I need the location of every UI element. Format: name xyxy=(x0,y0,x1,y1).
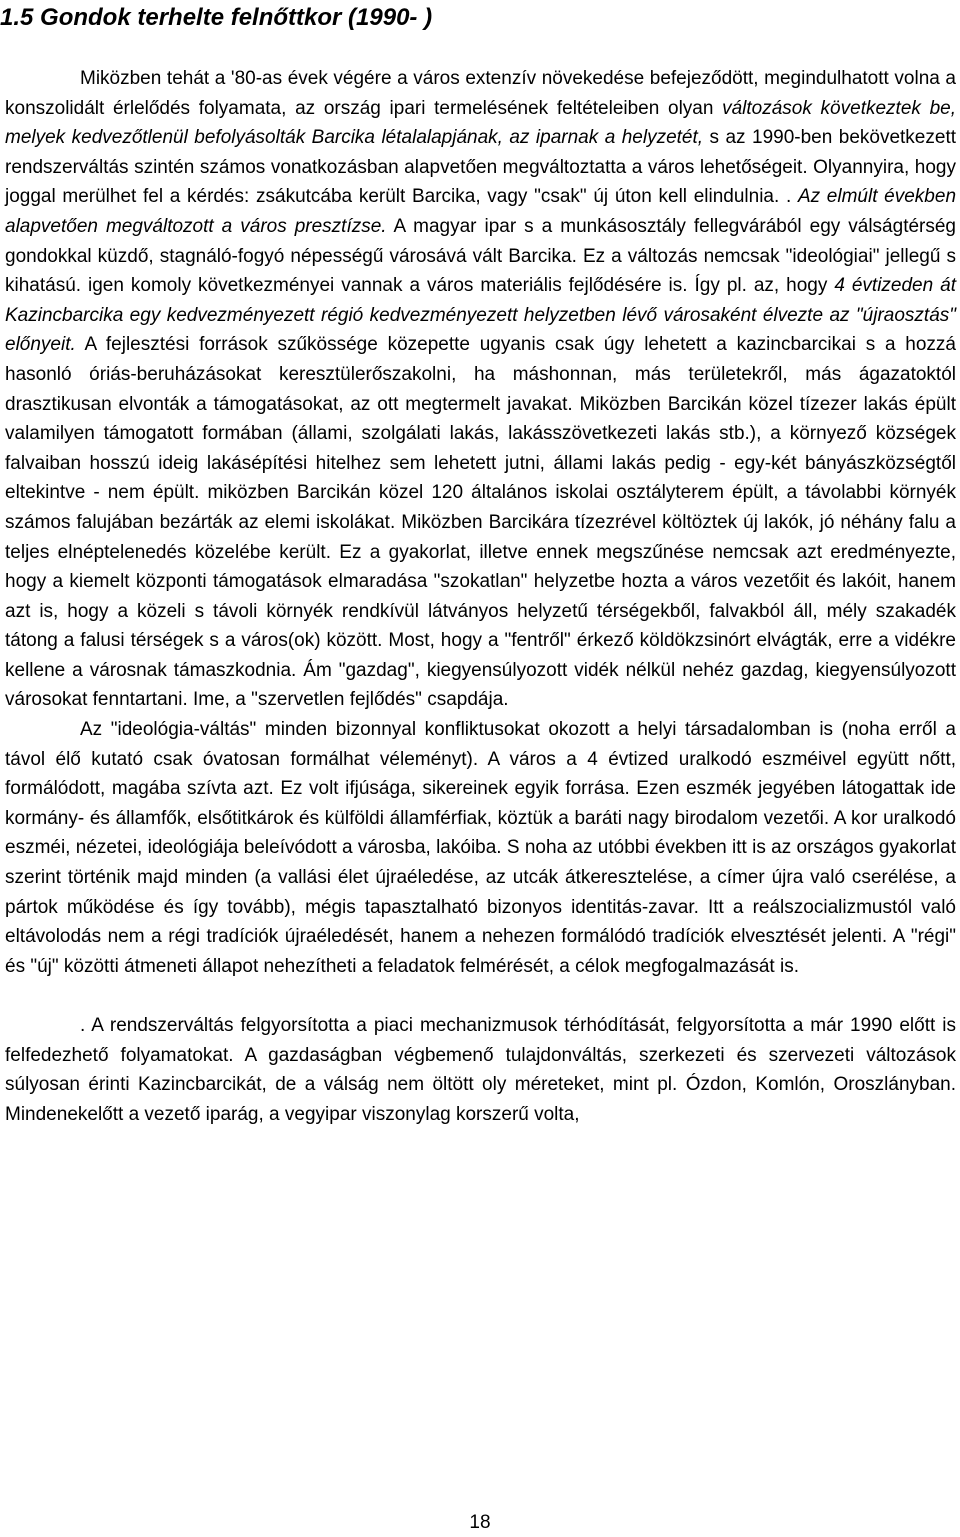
text-run: . xyxy=(785,186,798,208)
document-body xyxy=(5,64,956,1129)
italic-run: 4 évtizeden át Kazincbarcika egy kedvezményezett régió kedvezményezett helyzetben lévő városaként élvezte az "újraosztás" előnyeit. xyxy=(5,275,956,356)
paragraph-2: Az "ideológia-váltás" minden bizonnyal konfliktusokat okozott a helyi társadalomban is (noha erről a távol élő kutató csak óvatosan formálhat véleményt). A város a 4 évtized uralkodó eszméivel együtt nőtt, formálódott, magába szívta azt. Ez volt ifjúsága, sikereinek egyik forrása. Ezen eszmék jegyében látogattak ide kormány- és államfők, elsőtitkárok és külföldi államférfiak, köztük a baráti nagy birodalom vezetői. A kor uralkodó eszméi, nézetei, ideológiája beleívódott a városba, lakóiba. S noha az utóbbi években itt is az országos gyakorlat szerint történik majd minden (a vallási élet újraéledése, az utcák átkeresztelése, a címer újra való cserélése, a pártok működése és így tovább), mégis tapasztalható bizonyos identitás-zavar. Itt a reálszocializmustól való eltávolodás nem a régi tradíciók újraéledését, hanem a nehezen formálódó tradíciók elvesztését jelenti. A "régi" és "új" közötti átmeneti állapot nehezítheti a feladatok felmérését, a célok megfogalmazását is. xyxy=(5,719,956,977)
italic-run: változások következtek be, melyek kedvezőtlenül befolyásolták Barcika létalalapjának, az iparnak a helyzetét, xyxy=(5,97,956,149)
italic-run: Az elmúlt években alapvetően megváltozott a város presztízse. xyxy=(5,186,957,237)
text-run: A magyar ipar s a munkásosztály fellegvárából egy válságtérség gondokkal küzdő, stagnáló-fogyó népességű városává vált Barcika. Ez a változás nemcsak "ideológiai" jellegű s kihatású. igen komoly következményei vannak a város materiális fejlődésére is. Így pl. az, hogy xyxy=(5,215,956,297)
paragraph-3: . A rendszerváltás felgyorsította a piaci mechanizmusok térhódítását, felgyorsította a már 1990 előtt is felfedezhető folyamatokat. A gazdaságban végbemenő tulajdonváltás, szerkezeti és szervezeti változások súlyosan érinti Kazincbarcikát, de a válság nem öltött oly méreteket, mint pl. Ózdon, Komlón, Oroszlányban. Mindenekelőtt a vezető iparág, a vegyipar viszonylag korszerű volta, xyxy=(5,1015,956,1125)
text-run: A fejlesztési források szűkössége közepette ugyanis csak úgy lehetett a kazincbarcikai s a hozzá hasonló óriás-beruházásokat keresztülerőszakolni, ha máshonnan, más területekről, más ágazatoktól drasztikusan elvonták a támogatásokat, az ott megtermelt javakat. Miközben Barcikán közel tízezer lakás épült valamilyen támogatott formában (állami, szolgálati lakás, lakásszövetkezeti lakás stb.), a környező községek falvaiban hosszú ideig lakásépítési hitelhez sem lehetett jutni, állami lakás pedig - egy-két bányászközségtől eltekintve - nem épült. miközben Barcikán közel 120 általános iskolai osztályterem épült, a távolabbi környék számos falujában bezárták az elemi iskolákat. Miközben Barcikára tízezrével költöztek új lakók, jó néhány falu a teljes elnéptelenedés közelébe került. Ez a gyakorlat, illetve ennek megszűnése nemcsak azt eredményezte, hogy a kiemelt központi támogatások elmaradása "szokatlan" helyzetbe hozta a város vezetőit és lakóit, hanem azt is, hogy a közeli s távoli környék rendkívül látványos helyzetű térségekből, falvakból áll, mély szakadék tátong a falusi térségek s a város(ok) között. Most, hogy a "fentről" érkező köldökzsinórt elvágták, erre a vidékre kellene a városnak támaszkodnia. Ám "gazdag", kiegyensúlyozott vidék nélkül nehéz gazdag, kiegyensúlyozott városokat fenntartani. Ime, a "szervetlen fejlődés" csapdája. xyxy=(5,334,956,711)
page-number: 18 xyxy=(469,1512,491,1533)
section-heading: 1.5 Gondok terhelte felnőttkor (1990- ) xyxy=(0,4,433,31)
text-run: Miközben tehát a '80-as évek végére a város extenzív növekedése befejeződött, megindulhatott volna a konszolidált érlelődés folyamata, az ország ipari termelésének feltételeiben olyan xyxy=(5,68,956,119)
paragraph-1 xyxy=(5,64,956,715)
text-run: s az 1990-ben bekövetkezett rendszerváltás szintén számos vonatkozásban alapvetően megváltoztatta a város lehetőségeit. Olyannyira, hogy joggal merülhet fel a kérdés: zsákutcába került Barcika, vagy "csak" új úton kell elindulnia. xyxy=(5,127,956,208)
